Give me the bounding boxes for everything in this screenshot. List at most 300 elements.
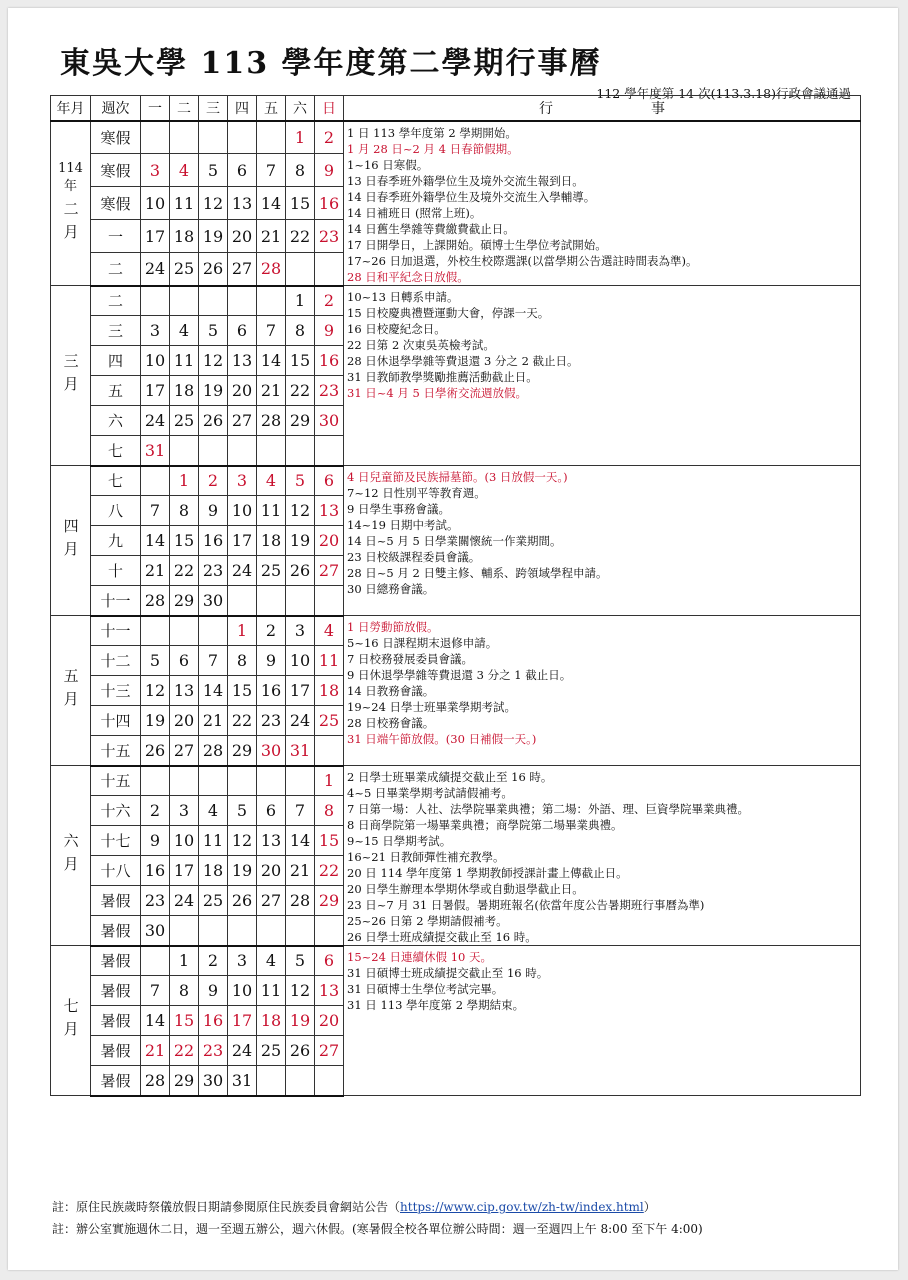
event-item: 1 月 28 日~2 月 4 日春節假期。	[347, 142, 519, 156]
day-cell: 25	[257, 1036, 286, 1066]
event-item: 14 日補班日 (照常上班)。	[347, 206, 482, 220]
day-cell: 10	[228, 496, 257, 526]
day-cell: 19	[286, 1006, 315, 1036]
day-cell: 24	[228, 556, 257, 586]
day-cell: 2	[141, 796, 170, 826]
day-cell: 9	[257, 646, 286, 676]
week-label: 十六	[91, 796, 141, 826]
day-cell	[315, 916, 344, 946]
month-label-cell	[51, 466, 91, 616]
month-label-char: 六月	[61, 832, 80, 879]
day-cell: 20	[315, 526, 344, 556]
day-cell: 18	[257, 526, 286, 556]
header-day-sat: 六	[286, 96, 315, 122]
day-cell: 5	[199, 316, 228, 346]
day-cell: 24	[286, 706, 315, 736]
event-item: 9 日休退學學雜等費退還 3 分之 1 截止日。	[347, 668, 572, 682]
day-cell: 15	[170, 526, 199, 556]
month-events	[344, 286, 861, 466]
day-cell: 1	[286, 286, 315, 316]
day-cell: 5	[199, 154, 228, 187]
event-item: 19~24 日學士班畢業學期考試。	[347, 700, 517, 714]
day-cell: 16	[141, 856, 170, 886]
week-label: 十一	[91, 616, 141, 646]
day-cell: 6	[257, 796, 286, 826]
week-label: 暑假	[91, 976, 141, 1006]
day-cell	[228, 286, 257, 316]
day-cell: 22	[286, 220, 315, 253]
day-cell: 6	[170, 646, 199, 676]
footnotes	[52, 1196, 703, 1240]
day-cell	[257, 436, 286, 466]
day-cell: 7	[286, 796, 315, 826]
day-cell: 28	[141, 1066, 170, 1096]
page-title: 東吳大學 113 學年度第二學期行事曆	[60, 46, 602, 81]
event-item: 31 日~4 月 5 日學術交流週放假。	[347, 386, 528, 400]
day-cell: 22	[170, 556, 199, 586]
day-cell: 14	[286, 826, 315, 856]
day-cell: 8	[170, 496, 199, 526]
day-cell: 7	[141, 976, 170, 1006]
month-events	[344, 466, 861, 616]
calendar-table	[50, 95, 861, 1097]
day-cell: 2	[315, 121, 344, 154]
day-cell: 18	[199, 856, 228, 886]
day-cell: 11	[257, 976, 286, 1006]
event-item: 23 日校級課程委員會議。	[347, 550, 481, 564]
day-cell: 8	[286, 154, 315, 187]
day-cell: 22	[286, 376, 315, 406]
day-cell	[141, 466, 170, 496]
day-cell	[257, 286, 286, 316]
day-cell: 3	[286, 616, 315, 646]
day-cell: 4	[315, 616, 344, 646]
day-cell: 21	[141, 556, 170, 586]
day-cell: 16	[315, 187, 344, 220]
day-cell: 27	[170, 736, 199, 766]
month-events	[344, 766, 861, 946]
day-cell: 4	[170, 154, 199, 187]
day-cell: 12	[286, 496, 315, 526]
week-row	[51, 121, 861, 154]
year-label: 114 年	[58, 160, 83, 194]
week-label: 寒假	[91, 154, 141, 187]
day-cell: 4	[257, 466, 286, 496]
header-row	[51, 96, 861, 122]
week-label: 十八	[91, 856, 141, 886]
day-cell: 8	[286, 316, 315, 346]
day-cell: 12	[199, 187, 228, 220]
event-item: 31 日碩博士班成績提交截止至 16 時。	[347, 966, 549, 980]
event-item: 28 日校務會議。	[347, 716, 435, 730]
header-day-fri: 五	[257, 96, 286, 122]
header-events: 行 事	[344, 96, 861, 122]
day-cell: 26	[141, 736, 170, 766]
day-cell	[286, 916, 315, 946]
month-events	[344, 121, 861, 286]
event-item: 10~13 日轉系申請。	[347, 290, 459, 304]
day-cell: 29	[228, 736, 257, 766]
week-label: 暑假	[91, 1066, 141, 1096]
day-cell: 28	[141, 586, 170, 616]
day-cell: 20	[257, 856, 286, 886]
day-cell: 19	[199, 220, 228, 253]
event-item: 13 日春季班外籍學位生及境外交流生報到日。	[347, 174, 584, 188]
week-label: 寒假	[91, 187, 141, 220]
day-cell: 16	[199, 1006, 228, 1036]
week-label: 八	[91, 496, 141, 526]
day-cell: 13	[315, 496, 344, 526]
day-cell	[286, 253, 315, 286]
day-cell	[199, 121, 228, 154]
week-row	[51, 946, 861, 976]
cip-link[interactable]: https://www.cip.gov.tw/zh-tw/index.html	[400, 1200, 644, 1214]
day-cell: 9	[141, 826, 170, 856]
month-label-char: 二月	[61, 201, 80, 248]
day-cell: 3	[141, 316, 170, 346]
day-cell: 26	[286, 556, 315, 586]
day-cell	[286, 436, 315, 466]
week-label: 二	[91, 253, 141, 286]
day-cell	[315, 436, 344, 466]
event-item: 15~24 日連續休假 10 天。	[347, 950, 493, 964]
event-item: 15 日校慶典禮暨運動大會，停課一天。	[347, 306, 550, 320]
day-cell	[199, 436, 228, 466]
day-cell: 24	[141, 406, 170, 436]
header-day-wed: 三	[199, 96, 228, 122]
day-cell: 6	[315, 946, 344, 976]
header-day-mon: 一	[141, 96, 170, 122]
day-cell: 29	[315, 886, 344, 916]
month-label-cell	[51, 616, 91, 766]
day-cell: 12	[286, 976, 315, 1006]
day-cell: 22	[170, 1036, 199, 1066]
day-cell: 5	[228, 796, 257, 826]
day-cell: 5	[286, 946, 315, 976]
day-cell: 12	[199, 346, 228, 376]
event-item: 1 日 113 學年度第 2 學期開始。	[347, 126, 517, 140]
week-label: 十三	[91, 676, 141, 706]
event-item: 31 日教師教學獎勵推薦活動截止日。	[347, 370, 538, 384]
day-cell	[286, 586, 315, 616]
day-cell	[228, 121, 257, 154]
event-item: 8 日商學院第一場畢業典禮；商學院第二場畢業典禮。	[347, 818, 623, 832]
event-item: 28 日和平紀念日放假。	[347, 270, 469, 284]
month-label-cell	[51, 286, 91, 466]
day-cell: 17	[286, 676, 315, 706]
day-cell: 27	[315, 1036, 344, 1066]
day-cell: 3	[170, 796, 199, 826]
day-cell: 7	[141, 496, 170, 526]
footnote-1-suffix: ）	[643, 1200, 656, 1214]
day-cell: 23	[257, 706, 286, 736]
week-label: 寒假	[91, 121, 141, 154]
day-cell: 25	[170, 406, 199, 436]
day-cell: 16	[257, 676, 286, 706]
day-cell	[141, 616, 170, 646]
day-cell	[170, 916, 199, 946]
week-label: 十一	[91, 586, 141, 616]
day-cell: 23	[199, 556, 228, 586]
day-cell: 9	[199, 496, 228, 526]
day-cell: 17	[141, 376, 170, 406]
day-cell: 15	[286, 187, 315, 220]
day-cell: 31	[141, 436, 170, 466]
event-item: 25~26 日第 2 學期請假補考。	[347, 914, 508, 928]
day-cell: 29	[170, 586, 199, 616]
event-item: 7 日第一場：人社、法學院畢業典禮；第二場：外語、理、巨資學院畢業典禮。	[347, 802, 749, 816]
day-cell: 1	[170, 946, 199, 976]
event-item: 31 日碩博士生學位考試完畢。	[347, 982, 504, 996]
week-label: 暑假	[91, 946, 141, 976]
day-cell: 10	[170, 826, 199, 856]
day-cell: 16	[315, 346, 344, 376]
week-label: 七	[91, 436, 141, 466]
day-cell: 10	[141, 187, 170, 220]
day-cell: 12	[228, 826, 257, 856]
day-cell: 14	[141, 1006, 170, 1036]
week-label: 十二	[91, 646, 141, 676]
footnote-office-hours: 註：辦公室實施週休二日，週一至週五辦公，週六休假。(寒暑假全校各單位辦公時間：週一至週四上午 8:00 至下午 4:00)	[52, 1222, 703, 1236]
day-cell: 13	[228, 187, 257, 220]
day-cell	[257, 121, 286, 154]
day-cell: 28	[257, 406, 286, 436]
event-item: 14 日春季班外籍學位生及境外交流生入學輔導。	[347, 190, 596, 204]
week-label: 暑假	[91, 1006, 141, 1036]
day-cell: 26	[228, 886, 257, 916]
event-item: 9~15 日學期考試。	[347, 834, 452, 848]
day-cell: 4	[199, 796, 228, 826]
day-cell: 17	[228, 1006, 257, 1036]
week-label: 十五	[91, 736, 141, 766]
day-cell	[286, 1066, 315, 1096]
day-cell: 13	[315, 976, 344, 1006]
day-cell: 10	[228, 976, 257, 1006]
day-cell: 23	[199, 1036, 228, 1066]
event-item: 16 日校慶紀念日。	[347, 322, 446, 336]
day-cell: 27	[228, 253, 257, 286]
day-cell	[228, 916, 257, 946]
day-cell: 13	[228, 346, 257, 376]
day-cell: 17	[228, 526, 257, 556]
header-day-sun: 日	[315, 96, 344, 122]
approval-note: 112 學年度第 14 次(113.3.18)行政會議通過	[596, 86, 851, 101]
day-cell: 3	[228, 466, 257, 496]
day-cell: 29	[170, 1066, 199, 1096]
day-cell: 17	[141, 220, 170, 253]
event-item: 22 日第 2 次東吳英檢考試。	[347, 338, 495, 352]
day-cell: 22	[315, 856, 344, 886]
day-cell: 31	[286, 736, 315, 766]
day-cell: 26	[199, 406, 228, 436]
week-row	[51, 466, 861, 496]
day-cell: 11	[315, 646, 344, 676]
day-cell: 18	[315, 676, 344, 706]
week-label: 三	[91, 316, 141, 346]
day-cell: 21	[286, 856, 315, 886]
day-cell: 30	[199, 586, 228, 616]
day-cell: 5	[141, 646, 170, 676]
day-cell	[170, 436, 199, 466]
day-cell: 20	[315, 1006, 344, 1036]
day-cell	[170, 121, 199, 154]
week-label: 五	[91, 376, 141, 406]
week-label: 十七	[91, 826, 141, 856]
event-item: 28 日休退學學雜等費退還 3 分之 2 截止日。	[347, 354, 579, 368]
day-cell: 15	[228, 676, 257, 706]
day-cell	[315, 1066, 344, 1096]
day-cell: 26	[286, 1036, 315, 1066]
week-label: 二	[91, 286, 141, 316]
day-cell: 28	[286, 886, 315, 916]
event-item: 23 日~7 月 31 日暑假。暑期班報名(依當年度公告暑期班行事曆為準)	[347, 898, 705, 912]
event-item: 28 日~5 月 2 日雙主修、輔系、跨領域學程申請。	[347, 566, 608, 580]
day-cell: 24	[228, 1036, 257, 1066]
day-cell	[199, 616, 228, 646]
day-cell: 28	[257, 253, 286, 286]
day-cell: 31	[228, 1066, 257, 1096]
week-row	[51, 766, 861, 796]
header-day-thu: 四	[228, 96, 257, 122]
month-label-cell	[51, 766, 91, 946]
day-cell: 30	[315, 406, 344, 436]
day-cell: 11	[170, 346, 199, 376]
day-cell: 28	[199, 736, 228, 766]
event-item: 4 日兒童節及民族掃墓節。(3 日放假一天。)	[347, 470, 568, 484]
day-cell: 24	[141, 253, 170, 286]
week-label: 十四	[91, 706, 141, 736]
day-cell: 10	[141, 346, 170, 376]
day-cell: 5	[286, 466, 315, 496]
event-item: 17~26 日加退選，外校生校際選課(以當學期公告選註時間表為準)。	[347, 254, 698, 268]
week-row	[51, 286, 861, 316]
day-cell: 27	[228, 406, 257, 436]
day-cell: 11	[257, 496, 286, 526]
day-cell: 25	[199, 886, 228, 916]
footnote-1-prefix: 註：原住民族歲時祭儀放假日期請參閱原住民族委員會網站公告（	[52, 1200, 401, 1214]
event-item: 4~5 日畢業學期考試請假補考。	[347, 786, 513, 800]
week-label: 一	[91, 220, 141, 253]
day-cell: 6	[315, 466, 344, 496]
day-cell: 30	[141, 916, 170, 946]
day-cell	[315, 253, 344, 286]
day-cell: 2	[315, 286, 344, 316]
day-cell: 8	[228, 646, 257, 676]
day-cell	[141, 766, 170, 796]
day-cell: 26	[199, 253, 228, 286]
day-cell: 12	[141, 676, 170, 706]
event-item: 1 日勞動節放假。	[347, 620, 439, 634]
event-item: 17 日開學日，上課開始。碩博士生學位考試開始。	[347, 238, 607, 252]
day-cell: 10	[286, 646, 315, 676]
day-cell: 29	[286, 406, 315, 436]
day-cell: 1	[228, 616, 257, 646]
day-cell: 7	[257, 316, 286, 346]
event-item: 9 日學生事務會議。	[347, 502, 450, 516]
event-item: 2 日學士班畢業成績提交截止至 16 時。	[347, 770, 553, 784]
day-cell: 4	[170, 316, 199, 346]
day-cell	[199, 916, 228, 946]
week-label: 四	[91, 346, 141, 376]
day-cell: 23	[315, 376, 344, 406]
event-item: 7 日校務發展委員會議。	[347, 652, 473, 666]
day-cell: 14	[141, 526, 170, 556]
day-cell: 4	[257, 946, 286, 976]
day-cell: 21	[199, 706, 228, 736]
event-item: 7~12 日性別平等教育週。	[347, 486, 486, 500]
day-cell: 14	[257, 187, 286, 220]
week-label: 暑假	[91, 886, 141, 916]
day-cell: 2	[199, 946, 228, 976]
month-label-cell	[51, 946, 91, 1096]
week-label: 十五	[91, 766, 141, 796]
day-cell: 8	[170, 976, 199, 1006]
event-item: 30 日總務會議。	[347, 582, 435, 596]
day-cell: 11	[170, 187, 199, 220]
day-cell: 27	[257, 886, 286, 916]
day-cell	[170, 616, 199, 646]
footnote-indigenous	[52, 1196, 703, 1218]
day-cell: 7	[257, 154, 286, 187]
week-label: 暑假	[91, 1036, 141, 1066]
day-cell: 21	[141, 1036, 170, 1066]
month-label-char: 五月	[61, 667, 80, 714]
day-cell: 30	[199, 1066, 228, 1096]
day-cell: 14	[257, 346, 286, 376]
day-cell: 14	[199, 676, 228, 706]
day-cell: 9	[199, 976, 228, 1006]
week-row	[51, 616, 861, 646]
day-cell: 25	[170, 253, 199, 286]
header-week: 週次	[91, 96, 141, 122]
day-cell	[141, 121, 170, 154]
day-cell: 3	[228, 946, 257, 976]
week-label: 九	[91, 526, 141, 556]
event-item: 20 日 114 學年度第 1 學期教師授課計畫上傳截止日。	[347, 866, 628, 880]
day-cell: 19	[228, 856, 257, 886]
day-cell: 19	[199, 376, 228, 406]
day-cell	[315, 736, 344, 766]
month-events	[344, 616, 861, 766]
day-cell: 23	[141, 886, 170, 916]
day-cell: 25	[315, 706, 344, 736]
day-cell: 21	[257, 376, 286, 406]
day-cell	[228, 766, 257, 796]
week-label: 七	[91, 466, 141, 496]
day-cell: 6	[228, 154, 257, 187]
day-cell: 15	[315, 826, 344, 856]
day-cell	[228, 436, 257, 466]
event-item: 5~16 日課程期末退修申請。	[347, 636, 498, 650]
day-cell: 19	[141, 706, 170, 736]
day-cell: 13	[170, 676, 199, 706]
month-label-char: 七月	[61, 997, 80, 1044]
event-item: 14 日~5 月 5 日學業關懷統一作業期間。	[347, 534, 562, 548]
day-cell	[141, 286, 170, 316]
day-cell	[257, 1066, 286, 1096]
day-cell: 20	[228, 376, 257, 406]
month-label-char: 四月	[61, 517, 80, 564]
day-cell: 18	[257, 1006, 286, 1036]
day-cell	[170, 766, 199, 796]
event-item: 31 日端午節放假。(30 日補假一天。)	[347, 732, 537, 746]
day-cell: 15	[286, 346, 315, 376]
day-cell	[257, 586, 286, 616]
week-label: 暑假	[91, 916, 141, 946]
month-events	[344, 946, 861, 1096]
day-cell: 1	[315, 766, 344, 796]
day-cell: 24	[170, 886, 199, 916]
